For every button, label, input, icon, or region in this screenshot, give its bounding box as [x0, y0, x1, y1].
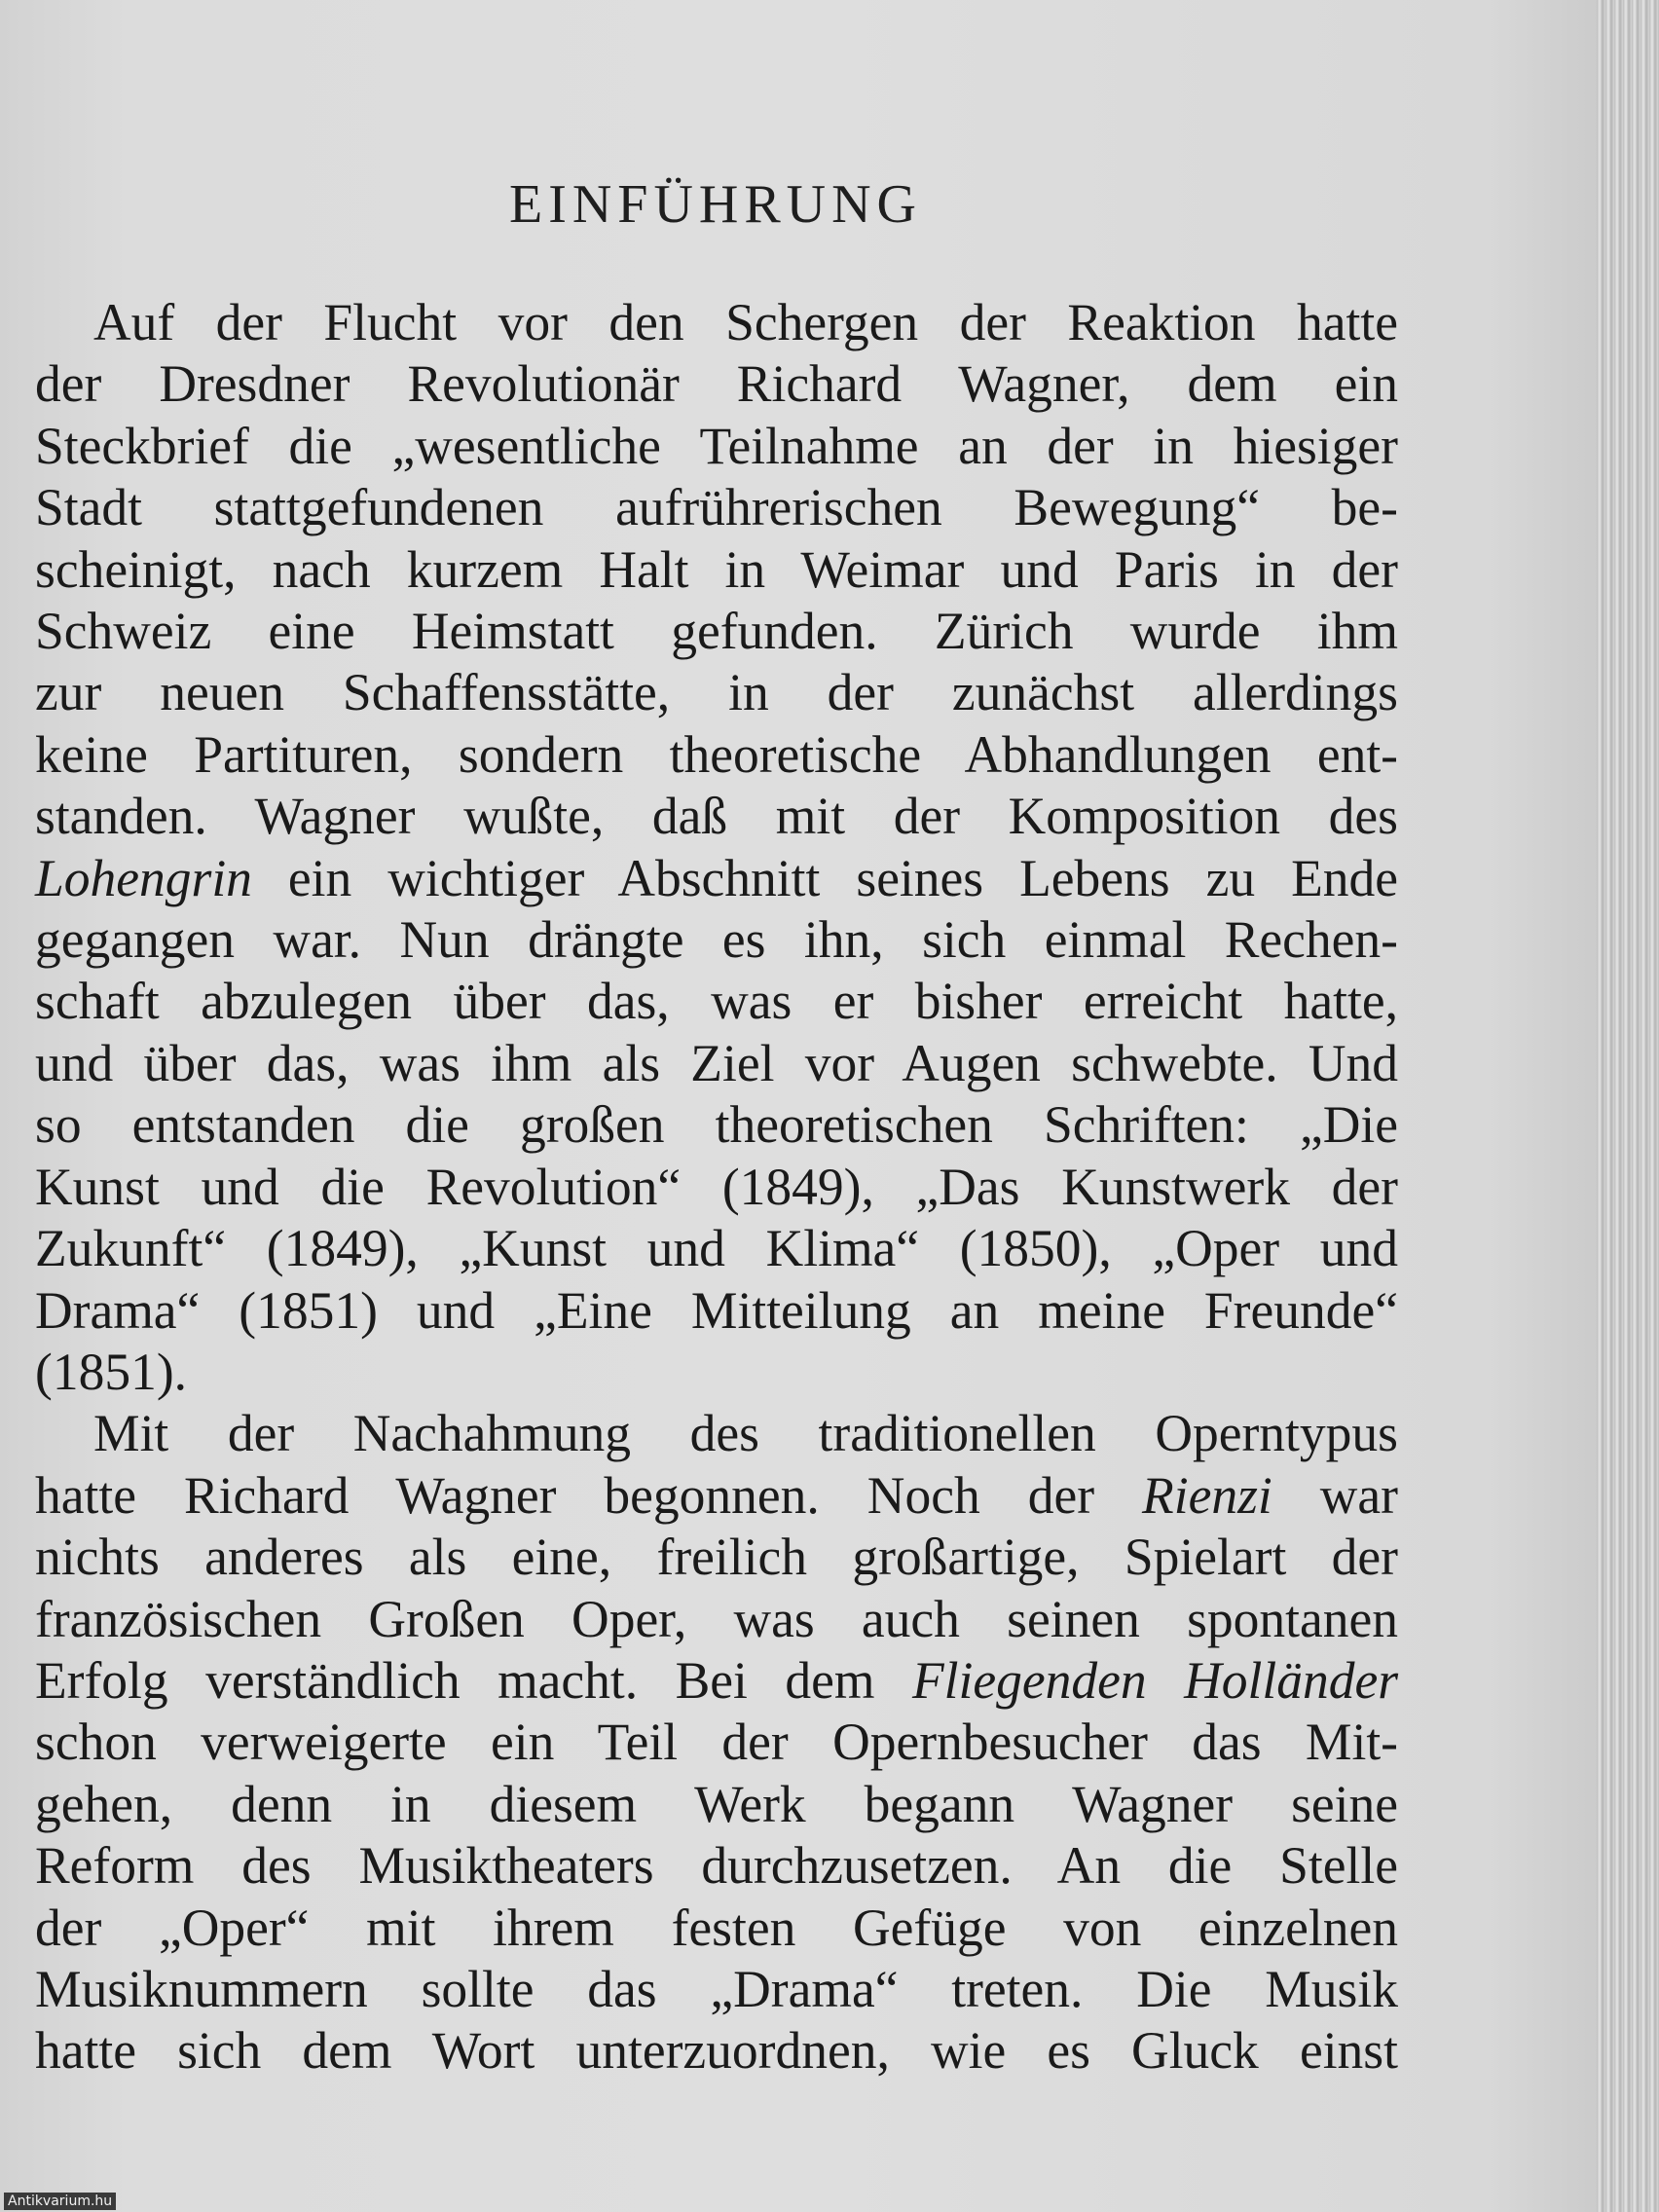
text-segment: war — [1272, 1465, 1398, 1525]
text-line: Zukunft“ (1849), „Kunst und Klima“ (1850), „Oper und — [35, 1219, 1398, 1278]
chapter-heading: EINFÜHRUNG — [509, 174, 922, 235]
text-line: nichts anderes als eine, freilich großartige, Spielart der — [35, 1528, 1398, 1587]
watermark: Antikvarium.hu — [4, 2193, 116, 2210]
work-title-lohengrin: Lohengrin — [35, 848, 252, 907]
text-line: der Dresdner Revolutionär Richard Wagner, dem ein — [35, 354, 1398, 414]
work-title-rienzi: Rienzi — [1142, 1465, 1272, 1525]
page-edge — [1597, 0, 1659, 2212]
text-line: der „Oper“ mit ihrem festen Gefüge von einzelnen — [35, 1898, 1398, 1957]
text-line: gegangen war. Nun drängte es ihn, sich einmal Rechen- — [35, 910, 1398, 970]
text-line: standen. Wagner wußte, daß mit der Komposition des — [35, 787, 1398, 846]
text-line: so entstanden die großen theoretischen Schriften: „Die — [35, 1095, 1398, 1155]
text-line: schon verweigerte ein Teil der Opernbesucher das Mit- — [35, 1713, 1398, 1772]
text-line: Mit der Nachahmung des traditionellen Operntypus — [93, 1404, 1398, 1463]
text-line: Stadt stattgefundenen aufrührerischen Bewegung“ be- — [35, 478, 1398, 537]
text-line: (1851). — [35, 1342, 188, 1401]
text-segment: ein wichtiger Abschnitt seines Lebens zu Ende — [251, 848, 1398, 907]
text-line — [35, 848, 1398, 909]
text-line: zur neuen Schaffensstätte, in der zunächst allerdings — [35, 663, 1398, 722]
text-segment: hatte Richard Wagner begonnen. Noch der — [35, 1465, 1143, 1525]
text-line: und über das, was ihm als Ziel vor Augen schwebte. Und — [35, 1033, 1398, 1092]
text-line: Reform des Musiktheaters durchzusetzen. An die Stelle — [35, 1836, 1398, 1896]
text-line: keine Partituren, sondern theoretische Abhandlungen ent- — [35, 724, 1398, 784]
text-line: Schweiz eine Heimstatt gefunden. Zürich wurde ihm — [35, 602, 1398, 661]
work-title-hollaender: Fliegenden Holländer — [911, 1650, 1399, 1710]
text-line — [35, 1465, 1398, 1527]
text-line: Drama“ (1851) und „Eine Mitteilung an meine Freunde“ — [35, 1280, 1398, 1340]
text-line: scheinigt, nach kurzem Halt in Weimar und Paris in der — [35, 539, 1398, 599]
text-segment: Erfolg verständlich macht. Bei dem — [35, 1650, 912, 1710]
body-text — [35, 292, 1398, 2083]
text-line: Musiknummern sollte das „Drama“ treten. Die Musik — [35, 1959, 1398, 2018]
text-line — [35, 1650, 1398, 1712]
text-line: gehen, denn in diesem Werk begann Wagner seine — [35, 1774, 1398, 1833]
text-line: Kunst und die Revolution“ (1849), „Das Kunstwerk der — [35, 1157, 1398, 1216]
text-line: schaft abzulegen über das, was er bisher erreicht hatte, — [35, 972, 1398, 1031]
text-line: hatte sich dem Wort unterzuordnen, wie es Gluck einst — [35, 2021, 1398, 2081]
text-line: Steckbrief die „wesentliche Teilnahme an der in hiesiger — [35, 416, 1398, 475]
text-line: französischen Großen Oper, was auch seinen spontanen — [35, 1589, 1398, 1648]
text-line: Auf der Flucht vor den Schergen der Reaktion hatte — [93, 293, 1398, 351]
